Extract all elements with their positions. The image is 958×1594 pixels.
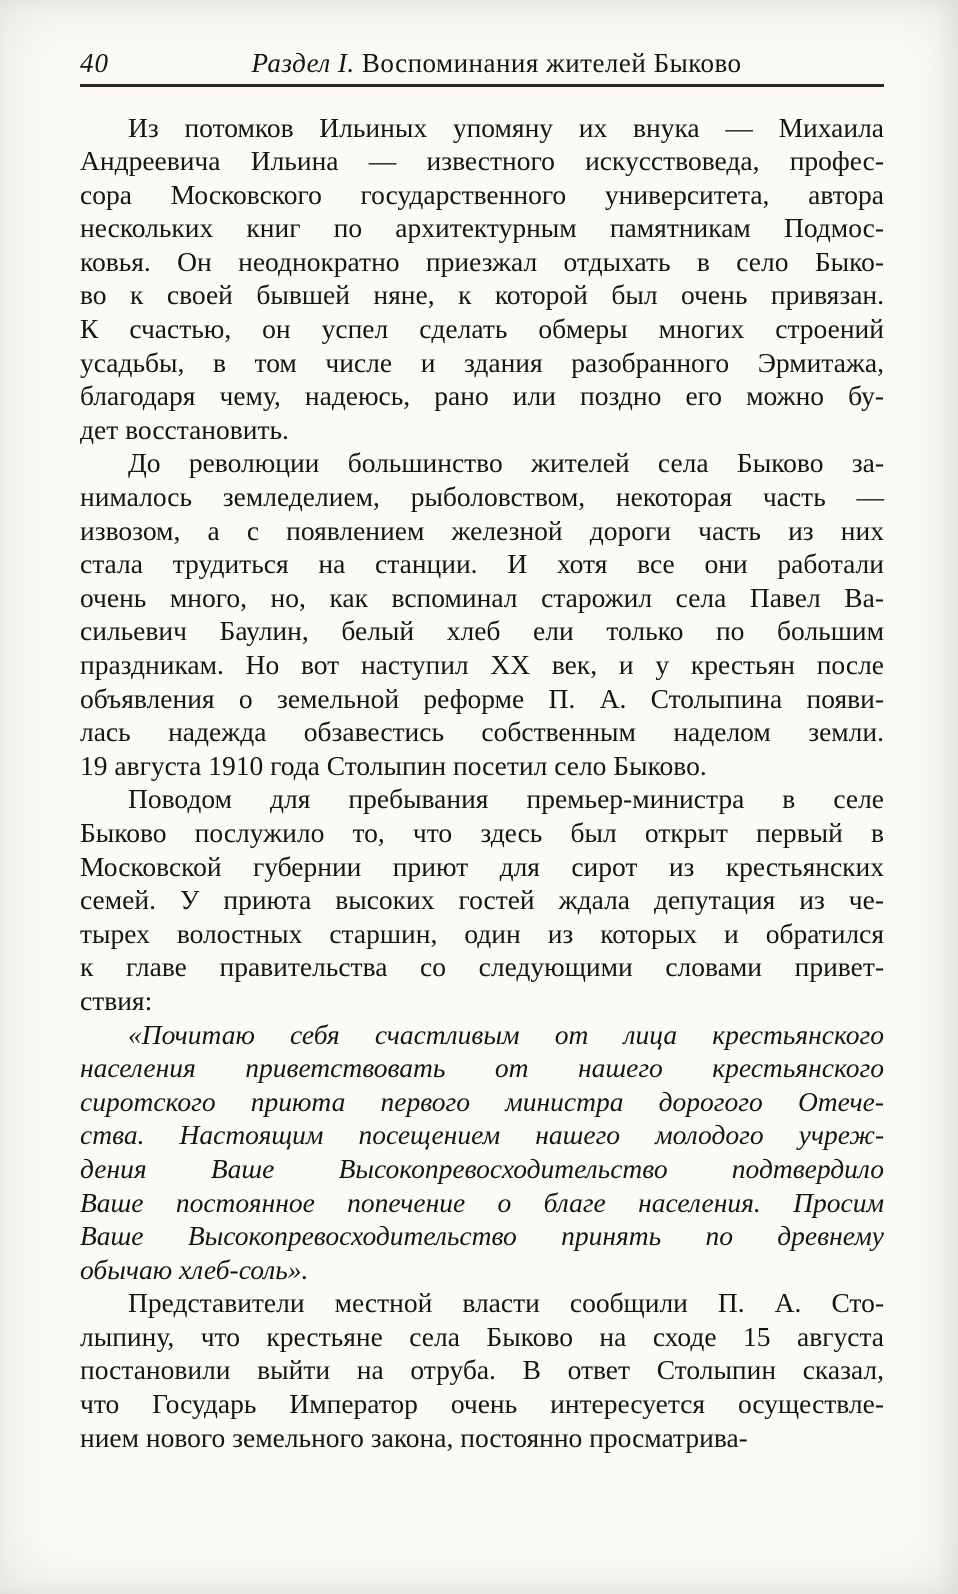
paragraph [80,782,884,1017]
text-line: сора Московского государственного университета, автора [80,178,884,210]
text-line: ковья. Он неоднократно приезжал отдыхать в село Быко- [80,245,884,277]
text-line: нималось земледелием, рыболовством, некоторая часть — [80,481,884,513]
text-line: Поводом для пребывания премьер-министра в селе [128,783,884,815]
text-line: ствия: [80,984,153,1016]
text-line: «Почитаю себя счастливым от лица крестьянского [128,1018,884,1050]
text-line: благодаря чему, надеюсь, рано или поздно его можно бу- [80,380,884,412]
text-line: усадьбы, в том числе и здания разобранного Эрмитажа, [80,346,884,378]
text-line: К счастью, он успел сделать обмеры многих строений [80,313,884,345]
text-line: праздникам. Но вот наступил XX век, и у крестьян после [80,649,884,680]
text-line: лыпину, что крестьяне села Быково на сходе 15 августа [80,1320,884,1352]
text-line: дет восстановить. [80,413,289,445]
text-line: что Государь Император очень интересуется осуществле- [80,1388,884,1420]
text-line: 19 августа 1910 года Столыпин посетил село Быково. [80,749,707,781]
text-line: Московской губернии приют для сирот из крестьянских [80,850,884,882]
text-line: стала трудиться на станции. И хотя все они работали [80,548,884,580]
text-line: постановили выйти на отруба. В ответ Столыпин сказал, [80,1354,884,1386]
text-line: ства. Настоящим посещением нашего молодого учреж- [80,1119,884,1151]
text-line: нием нового земельного закона, постоянно просматрива- [80,1421,748,1453]
section-label: Раздел I. [251,48,355,78]
text-line: извозом, а с появлением железной дороги часть из них [80,514,884,546]
paragraph [80,1286,884,1454]
paragraph [80,446,884,782]
running-title [109,48,884,78]
text-line: обычаю хлеб-соль». [80,1253,309,1285]
paragraph [80,111,884,447]
text-line: Быково послужило то, что здесь был открыт первый в [80,816,884,848]
text-line: Представители местной власти сообщили П. А. Сто- [128,1287,884,1319]
page-body [80,111,884,1455]
text-line: лась надежда обзавестись собственным наделом земли. [80,716,884,748]
text-line: к главе правительства со следующими словами привет- [80,951,884,983]
text-line: семей. У приюта высоких гостей ждала депутация из че- [80,884,884,916]
text-line: тырех волостных старшин, один из которых и обратился [80,917,884,949]
text-line: Из потомков Ильиных упомяну их внука — Михаила [128,111,884,143]
text-line: Ваше Высокопревосходительство принять по древнему [80,1220,884,1252]
text-line: сильевич Баулин, белый хлеб ели только по большим [80,615,884,647]
section-title: Воспоминания жителей Быково [361,48,742,78]
text-line: во к своей бывшей няне, к которой был очень привязан. [80,279,884,311]
text-line: очень много, но, как вспоминал старожил села Павел Ва- [80,581,884,613]
running-header [80,48,884,78]
header-rule [80,84,884,87]
quote-paragraph [80,1018,884,1287]
text-line: Андреевича Ильина — известного искусствоведа, профес- [80,145,884,177]
text-line: Ваше постоянное попечение о благе населения. Просим [80,1186,884,1218]
text-line: дения Ваше Высокопревосходительство подтвердило [80,1152,884,1184]
text-line: населения приветствовать от нашего крестьянского [80,1052,884,1084]
text-line: нескольких книг по архитектурным памятникам Подмос- [80,212,884,244]
text-line: До революции большинство жителей села Быково за- [128,447,884,479]
text-line: объявления о земельной реформе П. А. Столыпина появи- [80,682,884,714]
text-line: сиротского приюта первого министра дорогого Отече- [80,1085,884,1117]
page-number: 40 [80,48,109,78]
